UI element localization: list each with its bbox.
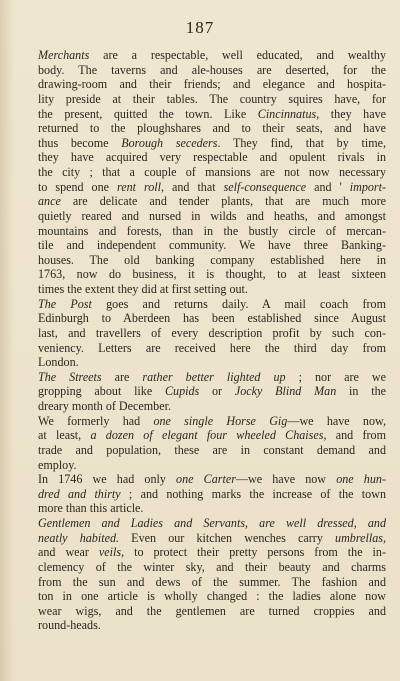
text-line: mountains and forests, than in the bustly circle of mercan- bbox=[38, 223, 386, 238]
text-line: gropping about like Cupids or Jocky Blind Man in the bbox=[38, 384, 386, 399]
text-line: veniency. Letters are received here the third day from bbox=[38, 340, 386, 355]
text-line: from the sun and dews of the summer. The fashion and bbox=[38, 574, 386, 589]
italic-phrase: rather better lighted up bbox=[142, 369, 286, 384]
italic-phrase: import- bbox=[349, 179, 386, 194]
paragraph bbox=[20, 297, 386, 370]
text-line: dreary month of December. bbox=[38, 399, 171, 413]
text-line: houses. The old banking company established here in bbox=[38, 252, 386, 267]
text-line: clemency of the winter sky, and their beauty and charms bbox=[38, 559, 386, 574]
text-line: wear wigs, and the gentlemen are turned croppies and bbox=[38, 603, 386, 618]
text-line: round-heads. bbox=[38, 618, 101, 633]
text-line: 1763, now do business, it is thought, to at least sixteen bbox=[38, 267, 386, 282]
paragraph bbox=[20, 414, 386, 473]
page-number: 187 bbox=[185, 18, 215, 37]
text-line: to spend one rent roll, and that self-consequence and ' import- bbox=[38, 179, 386, 194]
text-line: they have acquired very respectable and opulent rivals in bbox=[38, 150, 386, 165]
text-line: In 1746 we had only one Carter—we have now one hun- bbox=[38, 472, 386, 487]
text-line bbox=[20, 516, 386, 531]
italic-phrase: The Post bbox=[38, 296, 92, 311]
text-line: lity preside at their tables. The country squires have, for bbox=[38, 91, 386, 106]
text-line: returned to the ploughshares and to their seats, and have bbox=[38, 121, 386, 136]
italic-phrase: Gentlemen and Ladies and Servants, are well dressed, and bbox=[38, 516, 386, 530]
text-line: and wear veils, to protect their pretty persons from the in- bbox=[38, 545, 386, 560]
italic-phrase: Merchants bbox=[38, 48, 90, 62]
paragraph bbox=[20, 472, 386, 516]
text-line: Merchants are a respectable, well educated, and wealthy bbox=[38, 48, 386, 62]
italic-phrase: Borough seceders bbox=[121, 135, 218, 150]
text-line: London. bbox=[38, 355, 79, 370]
text-line: body. The taverns and ale-houses are deserted, for the bbox=[38, 62, 386, 77]
italic-phrase: ance bbox=[38, 194, 61, 209]
text-line: more than this article. bbox=[38, 501, 144, 516]
text-line: dred and thirty ; and nothing marks the increase of the town bbox=[38, 486, 386, 501]
italic-phrase: neatly habited. bbox=[38, 530, 120, 545]
paragraph bbox=[20, 516, 386, 633]
italic-phrase: Cincinnatus bbox=[257, 106, 317, 121]
text-line: The Streets are rather better lighted up ; nor are we bbox=[38, 369, 386, 384]
italic-phrase: Jocky Blind Man bbox=[234, 384, 337, 399]
italic-phrase: one Carter bbox=[176, 472, 236, 487]
text-line: employ. bbox=[38, 457, 77, 472]
text-line: thus become Borough seceders. They find, that by time, bbox=[38, 135, 386, 150]
text-line: neatly habited. Even our kitchen wenches carry umbrellas, bbox=[38, 530, 386, 545]
italic-phrase: dred and thirty bbox=[38, 486, 121, 501]
text-line: The Post goes and returns daily. A mail coach from bbox=[38, 296, 387, 311]
text-line: last, and travellers of every description profit by such con- bbox=[38, 325, 386, 340]
text-line: Edinburgh to Aberdeen has been established since August bbox=[38, 311, 386, 326]
italic-phrase: self-consequence bbox=[223, 179, 307, 194]
paragraph bbox=[20, 48, 386, 297]
page-body-text bbox=[20, 48, 386, 633]
italic-phrase: a dozen of elegant four wheeled Chaises bbox=[90, 428, 324, 443]
text-line: quietly reared and nursed in wilds and heaths, and amongst bbox=[38, 208, 386, 223]
text-line: trade and population, these are in constant demand and bbox=[38, 442, 386, 457]
paragraph bbox=[20, 370, 386, 414]
text-line: times the extent they did at first setting out. bbox=[38, 282, 248, 296]
text-line: the present, quitted the town. Like Cincinnatus, they have bbox=[38, 106, 386, 121]
text-line: We formerly had one single Horse Gig—we have now, bbox=[38, 413, 386, 428]
italic-phrase: veils bbox=[98, 545, 122, 560]
text-line: tile and independent community. We have three Banking- bbox=[38, 238, 386, 253]
italic-phrase: one hun- bbox=[336, 472, 386, 487]
text-line: ton in one article is wholly changed : the ladies alone now bbox=[38, 589, 386, 604]
italic-phrase: one single Horse Gig bbox=[153, 413, 288, 428]
text-line: ance are delicate and tender plants, that are much more bbox=[38, 194, 386, 209]
italic-phrase: Cupids bbox=[164, 384, 200, 399]
italic-phrase: rent roll bbox=[117, 179, 162, 194]
text-line: at least, a dozen of elegant four wheeled Chaises, and from bbox=[38, 428, 386, 443]
text-line: drawing-room and their friends; and elegance and hospita- bbox=[38, 77, 386, 92]
italic-phrase: umbrellas bbox=[335, 530, 383, 545]
text-line: the city ; that a couple of mansions are not now necessary bbox=[38, 165, 386, 179]
italic-phrase: The Streets bbox=[38, 369, 102, 384]
